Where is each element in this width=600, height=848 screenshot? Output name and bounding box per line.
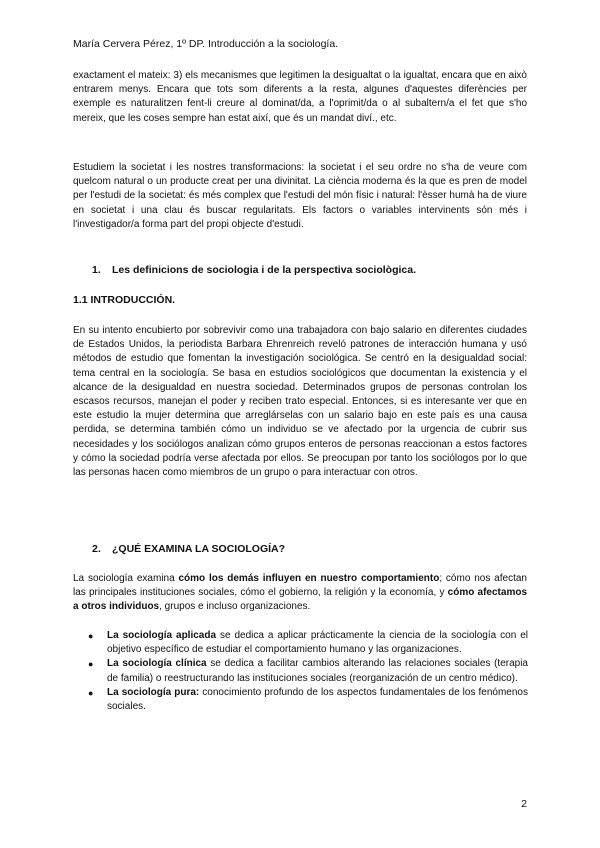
bold-run: cómo los demás influyen en nuestro comportamiento (178, 573, 440, 584)
list-item-term: La sociología pura: (107, 686, 200, 698)
section-title: Les definicions de sociologia i de la perspectiva sociològica. (112, 264, 417, 276)
section-heading-2 (92, 543, 285, 555)
section-number: 2. (92, 543, 101, 555)
page-header: María Cervera Pérez, 1º DP. Introducción a la sociología. (73, 38, 339, 50)
bullet-icon: ● (88, 659, 94, 670)
section-number: 1. (92, 264, 101, 276)
list-item (88, 629, 528, 657)
text-run: ; cómo nos afectan las principales instituciones sociales, cómo el gobierno, la religión y la economía, y (73, 573, 527, 599)
text-run: La sociología examina (73, 573, 179, 584)
paragraph-societat: Estudiem la societat i les nostres transformacions: la societat i el seu ordre no s'ha de veure com quelcom natural o un producte creat per una divinitat. La ciència moderna és la que es pren de model per l'estudi de la societat: és més complex que l'estudi del món físic i natural: l'èsser humà ha de viure en societat i una clau és buscar regularitats. Els factors o variables intervinents són més i l'investigador/a forma part del propi objecte d'estudi. (73, 162, 527, 230)
paragraph-que-examina (73, 572, 527, 615)
list-item (88, 686, 528, 714)
bullet-icon: ● (88, 687, 94, 698)
list-item (88, 657, 528, 685)
sociology-types-list (88, 629, 528, 714)
paragraph-introduccion: En su intento encubierto por sobrevivir como una trabajadora con bajo salario en diferentes ciudades de Estados Unidos, la periodista Barbara Ehrenreich reveló patrones de interacción humana y usó métodos de estudio que fomentan la investigación sociológica. Se centró en la desigualdad social: tema central en la sociología. Se basa en estudios sociológicos que documentan la existencia y el alcance de la desigualdad en nuestra sociedad. Determinados grupos de personas controlan los escasos recursos, manejan el poder y reciben trato especial. Entonces, si es interesante ver que en este estudio la mujer determina que arreglárselas con un salario bajo en este país es una causa perdida, se determina también cómo un individuo se ve afectado por la urgencia de cubrir sus necesidades y los sociólogos analizan cómo grupos enteros de personas reaccionan a estos factores y cómo la sociedad podría verse afectada por ellos. Se preocupan por tanto los sociólogos por lo que las personas hacen como miembros de un grupo o para interactuar con otros. (73, 325, 527, 479)
list-item-text: se dedica a facilitar cambios alterando las relaciones sociales (terapia de familia) o reestructurando las instituciones sociales (reorganización de un centro médico). (107, 658, 528, 684)
list-item-term: La sociología aplicada (107, 630, 217, 641)
text-run: , grupos e incluso organizaciones. (159, 601, 311, 613)
bullet-icon: ● (88, 631, 94, 641)
subsection-heading: 1.1 INTRODUCCIÓN. (73, 294, 176, 306)
bold-run: cómo afectamos a otros individuos (73, 587, 528, 613)
page-number: 2 (521, 798, 527, 810)
section-title: ¿QUÉ EXAMINA LA SOCIOLOGÍA? (112, 543, 286, 555)
section-heading-1 (92, 264, 416, 276)
list-item-text: se dedica a aplicar prácticamente la ciencia de la sociología con el objetivo específico de estudiar el comportamiento humano y las organizaciones. (107, 630, 529, 656)
paragraph-desigualtat: exactament el mateix: 3) els mecanismes que legitimen la desigualtat o la igualtat, encara que en això entrarem menys. Encara que tots som diferents a la resta, algunes d'aquestes diferències per exemple es naturalitzen fent-li creure al dominat/da, a l'oprimit/da o al subaltern/a el fet que s'ho mereix, que les coses sempre han estat així, que és un mandat diví., etc. (73, 70, 527, 124)
list-item-text: conocimiento profundo de los aspectos fundamentales de los fenómenos sociales. (107, 686, 528, 713)
list-item-term: La sociología clínica (107, 658, 207, 670)
